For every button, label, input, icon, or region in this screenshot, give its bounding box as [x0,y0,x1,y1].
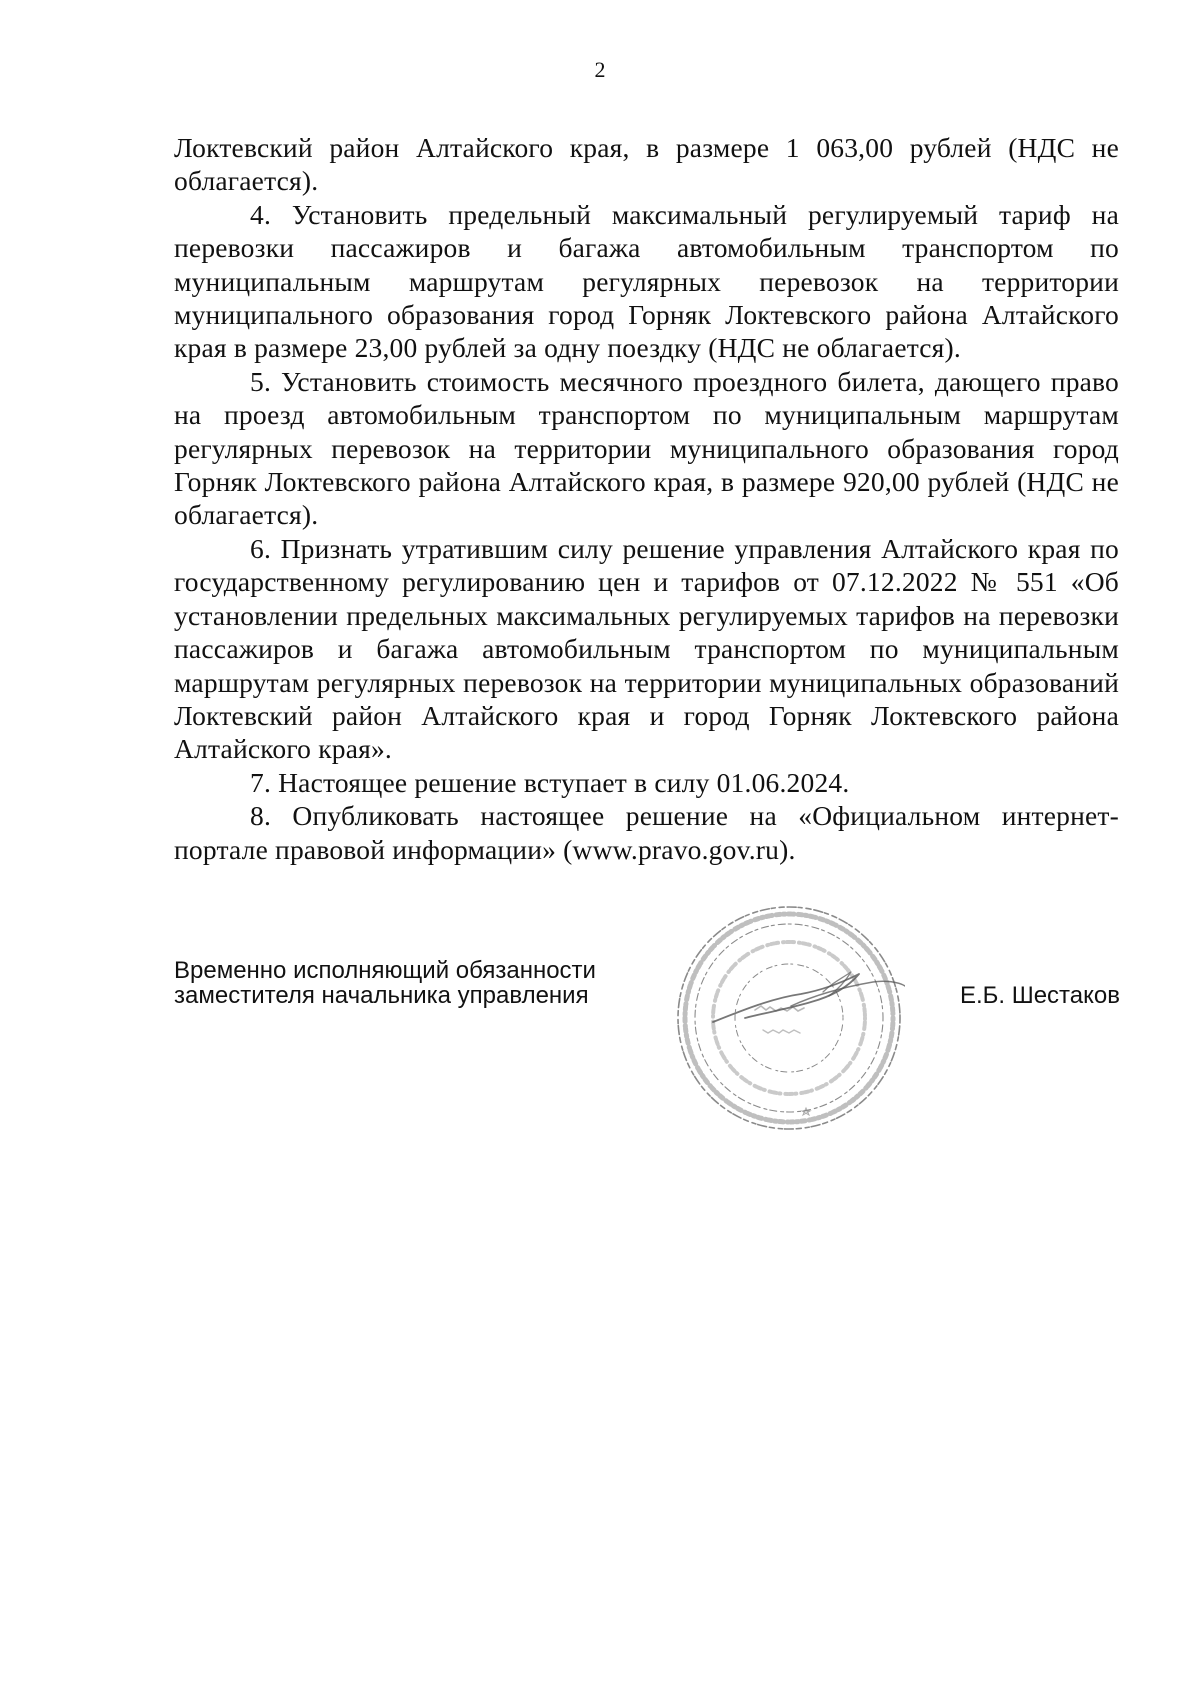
signatory-position [174,958,654,1008]
paragraph-item-7: 7. Настоящее решение вступает в силу 01.06.2024. [250,766,850,798]
signatory-position-line-1: Временно исполняющий обязанности [174,957,596,984]
signatory-name: Е.Б. Шестаков [959,982,1120,1009]
seal-text-band-inner [713,942,865,1094]
seal-text-band-outer [685,914,893,1122]
document-body [174,131,1119,866]
paragraph-item-5: 5. Установить стоимость месячного проездного билета, дающего право на проезд автомобильным транспортом по муниципальным маршрутам регулярных перевозок на территории муниципального образования город Горняк Локтевского района Алтайского края, в размере 920,00 рублей (НДС не облагается). [174,365,1119,531]
seal-star-icon [802,1108,810,1115]
seal-center-ring [735,964,843,1072]
official-seal-stamp [673,902,905,1134]
page-number: 2 [594,57,606,82]
paragraph-item-4: 4. Установить предельный максимальный регулируемый тариф на перевозки пассажиров и багажа автомобильным транспортом по муниципальным маршрутам регулярных перевозок на территории муниципального образования город Горняк Локтевского района Алтайского края в размере 23,00 рублей за одну поездку (НДС не облагается). [174,198,1119,364]
handwritten-signature [713,972,905,1022]
paragraph-item-8: 8. Опубликовать настоящее решение на «Официальном интернет-портале правовой информации» (www.pravo.gov.ru). [174,800,1119,865]
paragraph-item-6: 6. Признать утратившим силу решение управления Алтайского края по государственному регулированию цен и тарифов от 07.12.2022 № 551 «Об установлении предельных максимальных регулируемых тарифов на перевозки пассажиров и багажа автомобильным транспортом по муниципальным маршрутам регулярных перевозок на территории муниципальных образований Локтевский район Алтайского края и город Горняк Локтевского района Алтайского края». [174,532,1119,765]
signatory-position-line-2: заместителя начальника управления [174,982,589,1009]
paragraph-continuation: Локтевский район Алтайского края, в размере 1 063,00 рублей (НДС не облагается). [174,132,1119,197]
seal-center-marks-bottom [763,1030,800,1033]
